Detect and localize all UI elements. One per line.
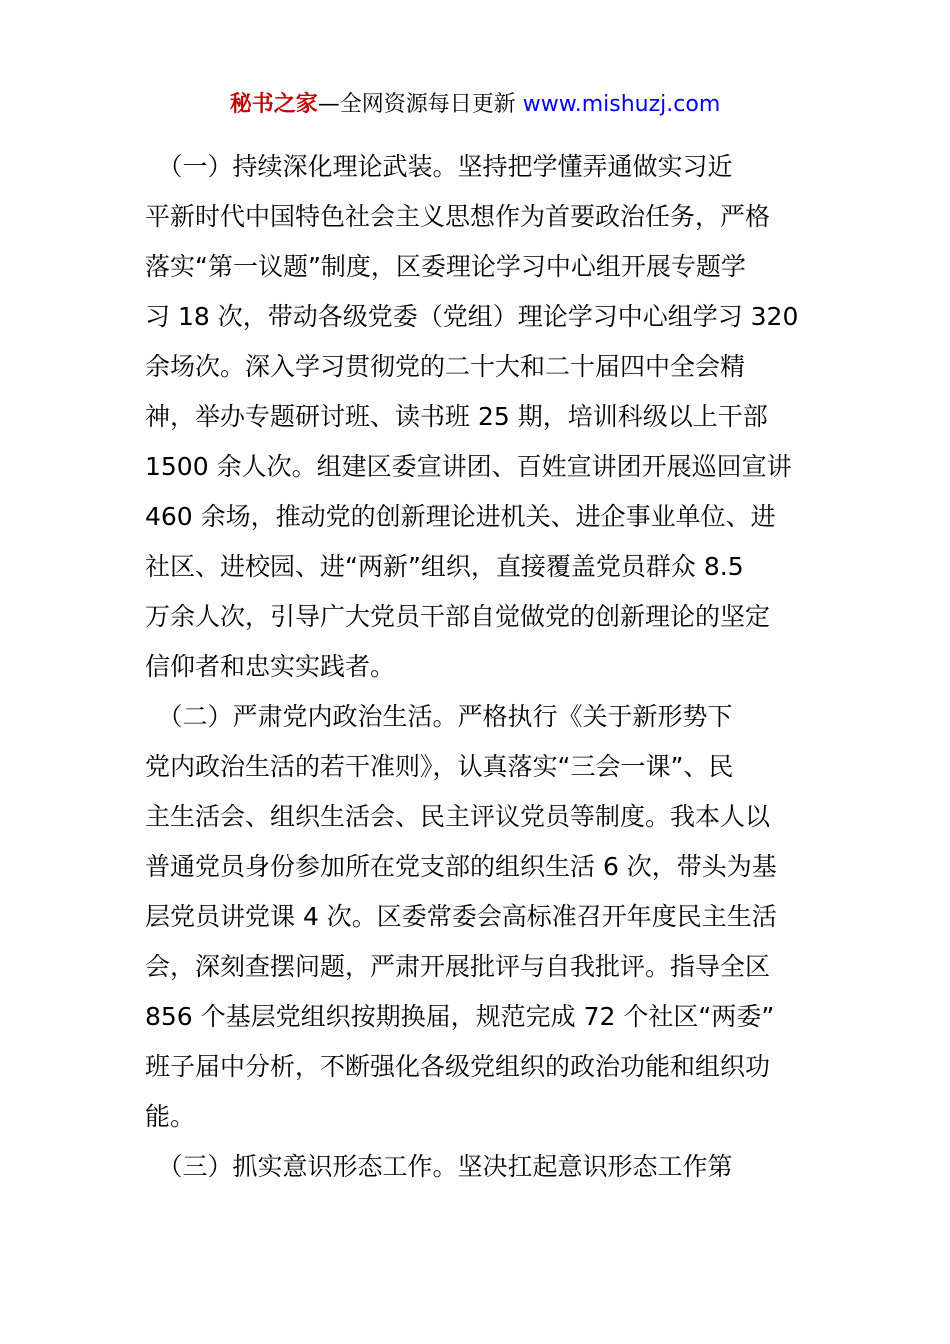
text-line: 落实“第一议题”制度，区委理论学习中心组开展专题学 (145, 252, 746, 281)
page-header (0, 88, 950, 122)
document-body (145, 142, 809, 1192)
text-line: 1500 余人次。组建区委宣讲团、百姓宣讲团开展巡回宣讲 (145, 452, 792, 481)
text-line: 信仰者和忠实实践者。 (145, 652, 396, 681)
text-line: 万余人次，引导广大党员干部自觉做党的创新理论的坚定 (145, 602, 771, 631)
text-line: （一）持续深化理论武装。坚持把学懂弄通做实习近 (145, 152, 733, 181)
text-line: 社区、进校园、进“两新”组织，直接覆盖党员群众 8.5 (145, 552, 744, 581)
text-line: （二）严肃党内政治生活。严格执行《关于新形势下 (145, 702, 733, 731)
text-line: 神，举办专题研讨班、读书班 25 期，培训科级以上干部 (145, 402, 768, 431)
text-line: 平新时代中国特色社会主义思想作为首要政治任务，严格 (145, 202, 771, 231)
text-line: 层党员讲党课 4 次。区委常委会高标准召开年度民主生活 (145, 902, 777, 931)
text-line: 普通党员身份参加所在党支部的组织生活 6 次，带头为基 (145, 852, 777, 881)
text-line: 班子届中分析，不断强化各级党组织的政治功能和组织功 (145, 1052, 771, 1081)
text-line: 余场次。深入学习贯彻党的二十大和二十届四中全会精 (145, 352, 746, 381)
text-line: 会，深刻查摆问题，严肃开展批评与自我批评。指导全区 (145, 952, 771, 981)
site-url-link[interactable]: www.mishuzj.com (522, 92, 721, 117)
text-line: 主生活会、组织生活会、民主评议党员等制度。我本人以 (145, 802, 771, 831)
site-tagline: —全网资源每日更新 (317, 92, 523, 117)
site-brand: 秘书之家 (229, 92, 318, 117)
text-line: 856 个基层党组织按期换届，规范完成 72 个社区“两委” (145, 1002, 775, 1031)
text-line: 党内政治生活的若干准则》，认真落实“三会一课”、民 (145, 752, 734, 781)
text-line: 习 18 次，带动各级党委（党组）理论学习中心组学习 320 (145, 302, 799, 331)
text-line: （三）抓实意识形态工作。坚决扛起意识形态工作第 (145, 1152, 733, 1181)
text-line: 460 余场，推动党的创新理论进机关、进企事业单位、进 (145, 502, 776, 531)
text-line: 能。 (145, 1102, 196, 1131)
